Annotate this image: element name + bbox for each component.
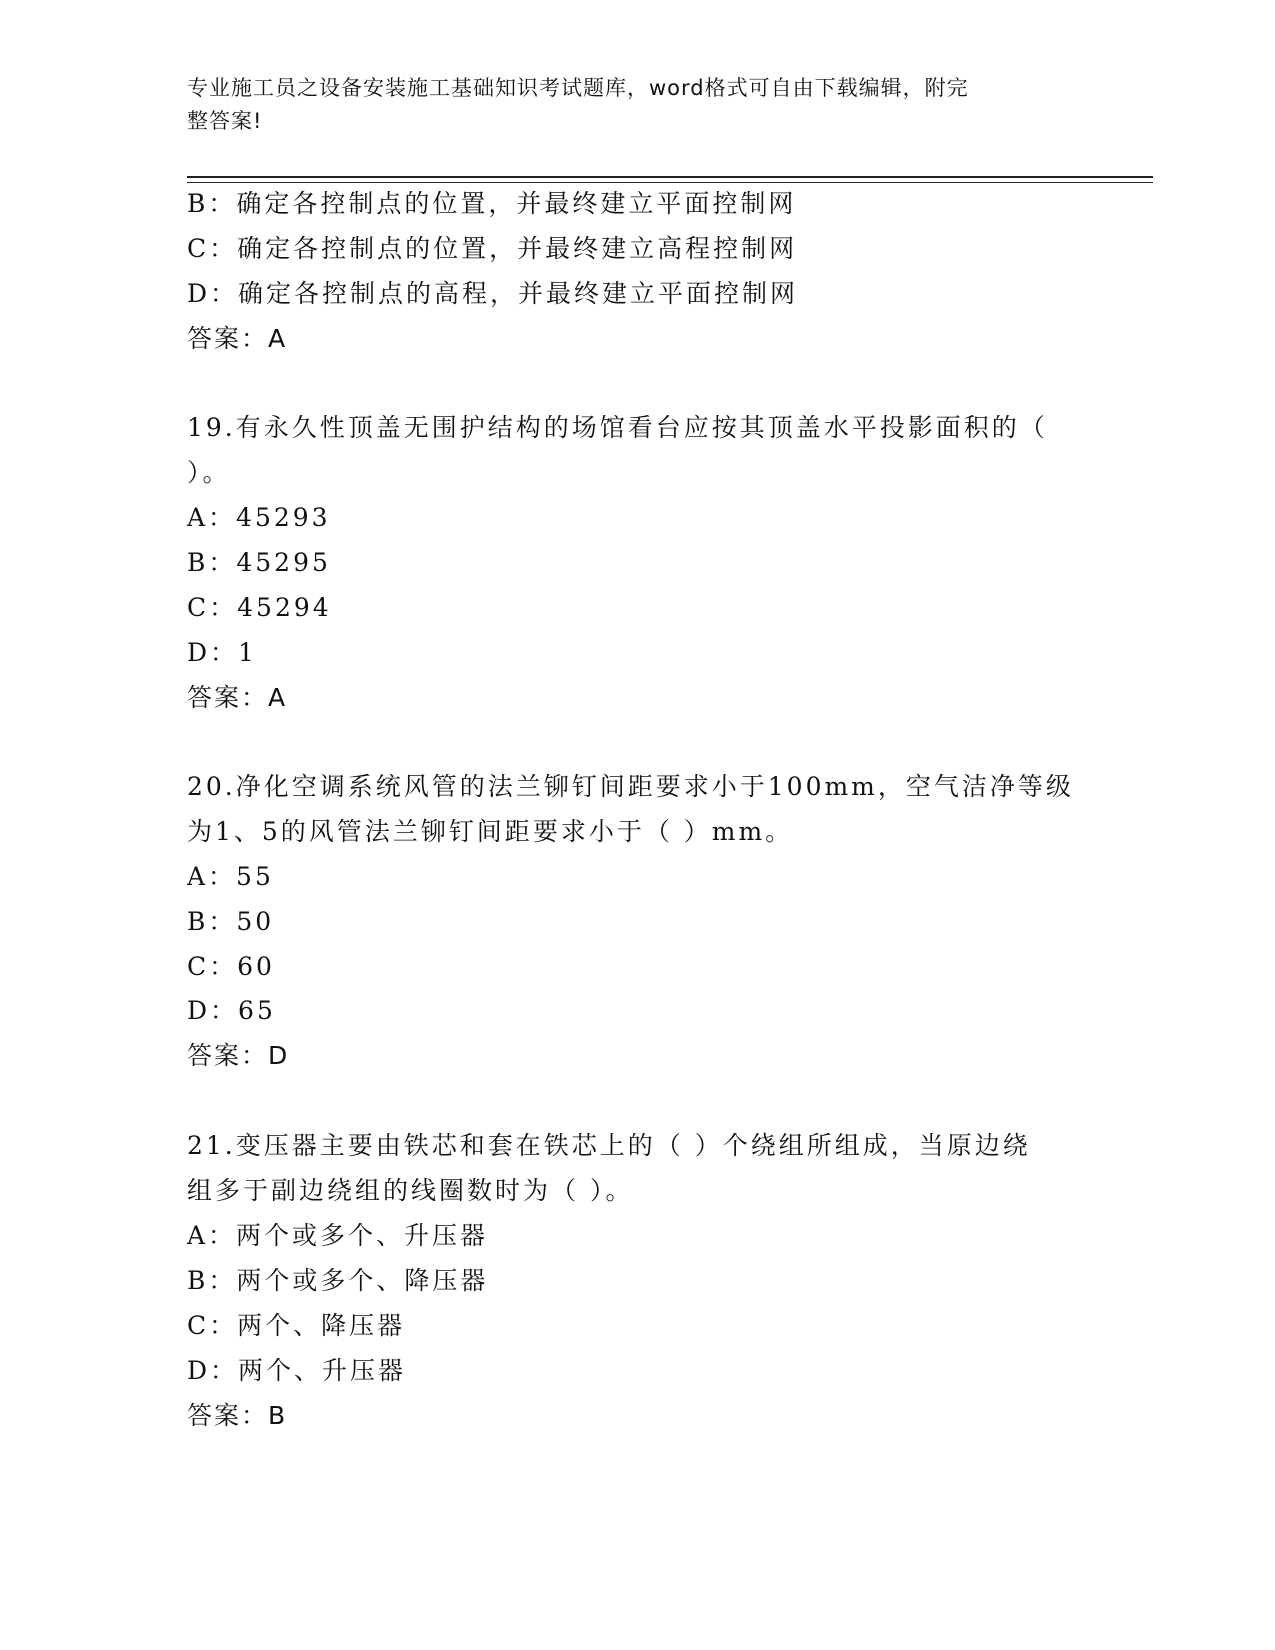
header-divider-thin: [187, 182, 1153, 183]
question-21-answer: 答案：B: [187, 1401, 288, 1430]
question-21-option-a: A：两个或多个、升压器: [187, 1221, 489, 1250]
header-divider-thick: [187, 176, 1153, 178]
question-19-option-c: C：45294: [187, 593, 332, 622]
question-20-option-b: B：50: [187, 907, 275, 936]
question-19-option-a: A：45293: [187, 503, 331, 532]
question-21-text-cont: 组多于副边绕组的线圈数时为（ ）。: [187, 1176, 634, 1205]
question-20-text-cont: 为1、5的风管法兰铆钉间距要求小于（ ）mm。: [187, 817, 794, 846]
question-20-answer: 答案：D: [187, 1041, 290, 1070]
question-19-text: 19.有永久性顶盖无围护结构的场馆看台应按其顶盖水平投影面积的（: [187, 413, 1048, 442]
question-21-option-b: B：两个或多个、降压器: [187, 1266, 489, 1295]
question-20-option-a: A：55: [187, 862, 274, 891]
question-19-option-b: B：45295: [187, 548, 331, 577]
question-20-option-d: D：65: [187, 996, 276, 1025]
option-b: B：确定各控制点的位置，并最终建立平面控制网: [187, 189, 797, 218]
question-19-option-d: D：1: [187, 638, 257, 667]
answer-line: 答案：A: [187, 324, 288, 353]
header-line-2: 整答案!: [187, 109, 263, 133]
question-19-text-cont: ）。: [187, 458, 231, 487]
question-21-option-c: C：两个、降压器: [187, 1311, 406, 1340]
header-line-1: 专业施工员之设备安装施工基础知识考试题库，word格式可自由下载编辑，附完: [187, 76, 969, 100]
question-20-text: 20.净化空调系统风管的法兰铆钉间距要求小于100mm，空气洁净等级: [187, 772, 1074, 801]
question-21-text: 21.变压器主要由铁芯和套在铁芯上的（ ）个绕组所组成，当原边绕: [187, 1131, 1031, 1160]
question-19-answer: 答案：A: [187, 683, 288, 712]
document-header: [187, 72, 1067, 138]
option-d: D：确定各控制点的高程，并最终建立平面控制网: [187, 279, 799, 308]
question-21-option-d: D：两个、升压器: [187, 1356, 407, 1385]
option-c: C：确定各控制点的位置，并最终建立高程控制网: [187, 234, 798, 263]
question-20-option-c: C：60: [187, 952, 275, 981]
